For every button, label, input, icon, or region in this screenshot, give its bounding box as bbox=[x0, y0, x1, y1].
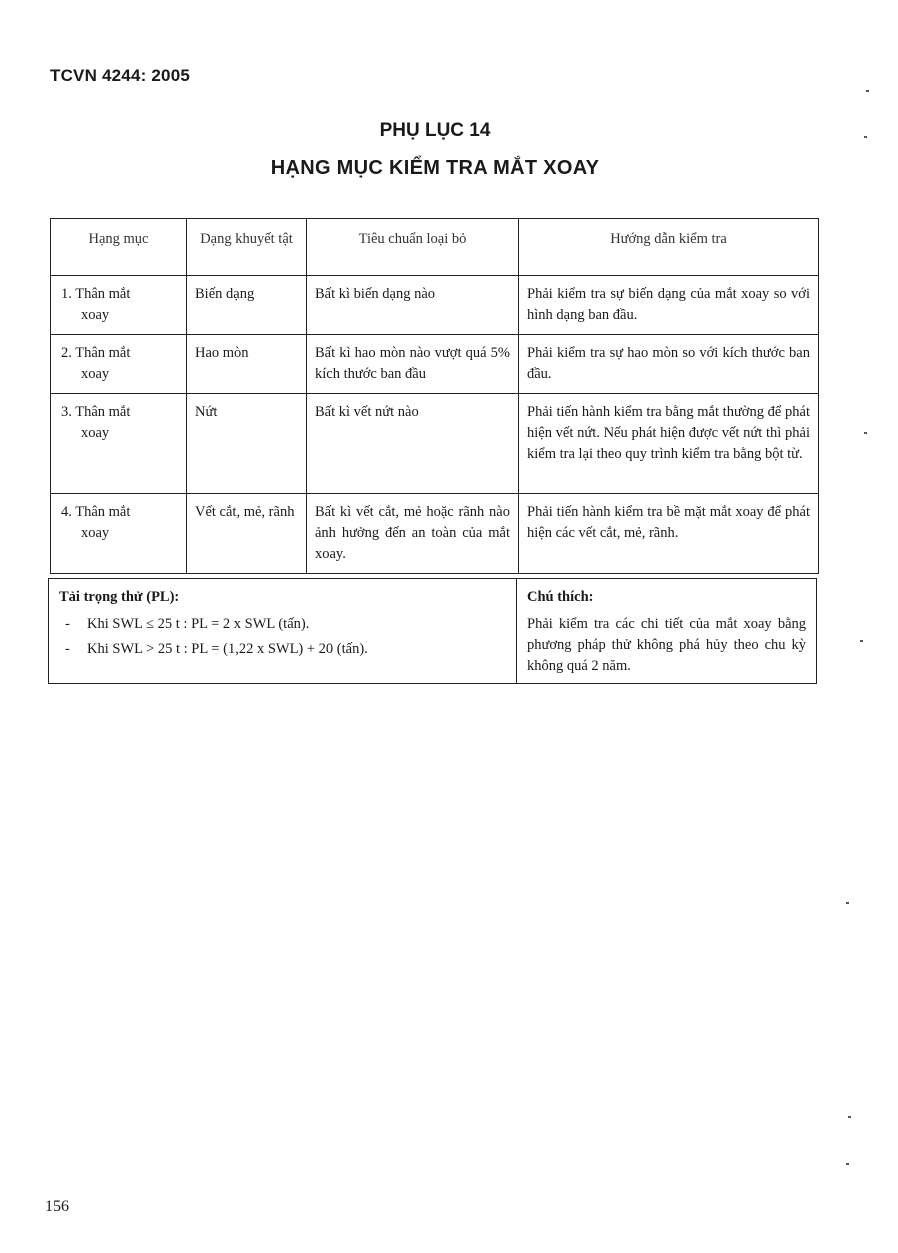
note-title: Chú thích: bbox=[527, 589, 594, 605]
footer-row bbox=[49, 579, 817, 684]
item-label: 1. Thân mắt bbox=[61, 286, 131, 302]
load-line bbox=[59, 639, 508, 660]
appendix-heading: HẠNG MỤC KIỂM TRA MẮT XOAY bbox=[270, 157, 600, 179]
item-label: 4. Thân mắt bbox=[61, 504, 131, 520]
item-label-cont: xoay bbox=[81, 425, 110, 441]
guidance-cell: Phải kiểm tra sự biến dạng của mắt xoay so với hình dạng ban đầu. bbox=[519, 276, 819, 335]
bullet-dash: - bbox=[65, 616, 70, 632]
footer-table bbox=[48, 578, 817, 684]
item-cell bbox=[51, 335, 187, 394]
scan-speck bbox=[866, 90, 869, 92]
item-label-cont: xoay bbox=[81, 307, 110, 323]
load-formula: Khi SWL > 25 t : PL = (1,22 x SWL) + 20 (tấn). bbox=[87, 641, 368, 657]
load-cell bbox=[49, 579, 517, 684]
table-row bbox=[51, 494, 819, 574]
defect-cell: Hao mòn bbox=[187, 335, 307, 394]
scan-speck bbox=[846, 902, 849, 904]
note-text: Phải kiểm tra các chi tiết của mắt xoay bằng phương pháp thử không phá hủy theo chu kỳ không quá 2 năm. bbox=[527, 616, 806, 674]
item-cell bbox=[51, 276, 187, 335]
scan-speck bbox=[864, 136, 867, 138]
criterion-cell: Bất kì vết nứt nào bbox=[307, 394, 519, 494]
defect-cell: Biến dạng bbox=[187, 276, 307, 335]
table-row bbox=[51, 335, 819, 394]
scan-speck bbox=[848, 1116, 851, 1118]
defect-cell: Vết cắt, mẻ, rãnh bbox=[187, 494, 307, 574]
column-header-item: Hạng mục bbox=[51, 219, 187, 276]
column-header-defect: Dạng khuyết tật bbox=[187, 219, 307, 276]
item-label: 3. Thân mắt bbox=[61, 404, 131, 420]
criterion-cell: Bất kì biến dạng nào bbox=[307, 276, 519, 335]
scan-speck bbox=[846, 1163, 849, 1165]
item-label-cont: xoay bbox=[81, 525, 110, 541]
criterion-cell: Bất kì hao mòn nào vượt quá 5% kích thước ban đầu bbox=[307, 335, 519, 394]
inspection-table bbox=[50, 218, 819, 574]
item-label: 2. Thân mắt bbox=[61, 345, 131, 361]
scan-speck bbox=[864, 432, 867, 434]
column-header-guidance: Hướng dẫn kiểm tra bbox=[519, 219, 819, 276]
note-cell bbox=[517, 579, 817, 684]
page-number: 156 bbox=[45, 1198, 69, 1215]
bullet-dash: - bbox=[65, 641, 70, 657]
table-row bbox=[51, 276, 819, 335]
appendix-number: PHỤ LỤC 14 bbox=[379, 120, 491, 141]
load-line bbox=[59, 614, 508, 635]
load-title: Tải trọng thử (PL): bbox=[59, 589, 180, 605]
table-header-row bbox=[51, 219, 819, 276]
item-cell bbox=[51, 394, 187, 494]
column-header-criterion: Tiêu chuẩn loại bỏ bbox=[307, 219, 519, 276]
criterion-cell: Bất kì vết cắt, mẻ hoặc rãnh nào ảnh hưởng đến an toàn của mắt xoay. bbox=[307, 494, 519, 574]
guidance-cell: Phải kiểm tra sự hao mòn so với kích thước ban đầu. bbox=[519, 335, 819, 394]
item-label-cont: xoay bbox=[81, 366, 110, 382]
guidance-cell: Phải tiến hành kiểm tra bề mặt mắt xoay để phát hiện các vết cắt, mẻ, rãnh. bbox=[519, 494, 819, 574]
scan-speck bbox=[860, 640, 863, 642]
guidance-cell: Phải tiến hành kiểm tra bằng mắt thường để phát hiện vết nứt. Nếu phát hiện được vết nứt thì phải kiểm tra lại theo quy trình kiểm tra bằng bột từ. bbox=[519, 394, 819, 494]
defect-cell: Nứt bbox=[187, 394, 307, 494]
item-cell bbox=[51, 494, 187, 574]
load-formula: Khi SWL ≤ 25 t : PL = 2 x SWL (tấn). bbox=[87, 616, 310, 632]
standard-code: TCVN 4244: 2005 bbox=[50, 66, 191, 85]
table-row bbox=[51, 394, 819, 494]
